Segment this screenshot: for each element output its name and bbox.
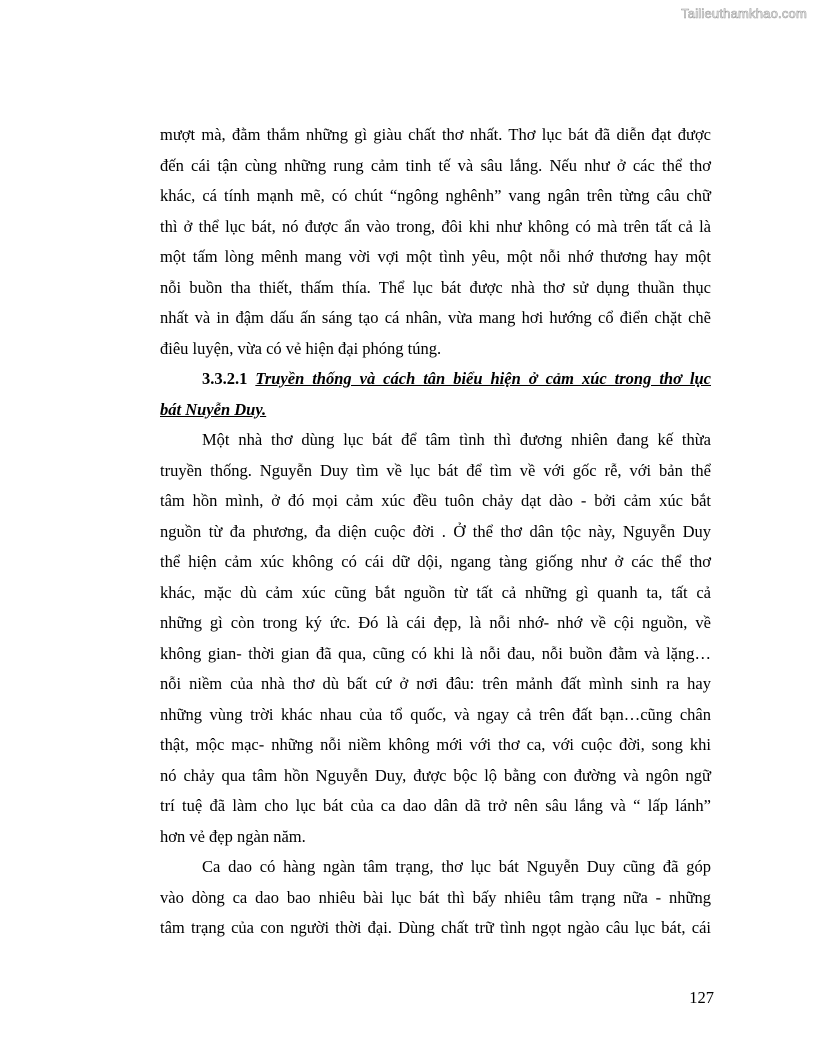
heading-line-2 [160, 395, 711, 426]
text-line: Ca dao có hàng ngàn tâm trạng, thơ lục bát Nguyễn Duy cũng đã góp [202, 857, 711, 876]
text-line: truyền thống. Nguyễn Duy tìm về lục bát để tìm về với gốc rễ, với bản thể [160, 460, 711, 480]
text-line: nhất và in đậm dấu ấn sáng tạo cá nhân, vừa mang hơi hướng cổ điển chặt chẽ [160, 308, 711, 327]
text-line: không gian- thời gian đã qua, cũng có khi là nỗi đau, nỗi buồn đằm và lặng… [160, 643, 711, 663]
text-line: Một nhà thơ dùng lục bát để tâm tình thì đương nhiên đang kế thừa [202, 430, 711, 449]
text-line: những vùng trời khác nhau của tổ quốc, và ngay cả trên đất bạn…cũng chân [160, 704, 711, 724]
text-line: điêu luyện, vừa có vẻ hiện đại phóng túng. [160, 338, 442, 358]
text-line: nỗi buồn tha thiết, thấm thía. Thể lục bát được nhà thơ sử dụng thuần thục [160, 277, 711, 297]
page-number: 127 [689, 988, 714, 1007]
text-line: nguồn từ đa phương, đa diện cuộc đời . Ở thể thơ dân tộc này, Nguyễn Duy [160, 521, 711, 541]
paragraph-3 [160, 852, 711, 944]
text-line: thì ở thể lục bát, nó được ẩn vào trong, đôi khi như không có mà trên tất cả là [160, 216, 711, 236]
text-line: vào dòng ca dao bao nhiêu bài lục bát thì bấy nhiêu tâm trạng nữa - những [160, 887, 711, 907]
text-line: thể hiện cảm xúc không có cái dữ dội, ngang tàng giống như ở các thể thơ [160, 552, 711, 571]
text-line: khác, mặc dù cảm xúc cũng bắt nguồn từ tất cả những gì quanh ta, tất cả [160, 582, 711, 602]
text-line: trí tuệ đã làm cho lục bát của ca dao dân dã trở nên sâu lắng và “ lấp lánh” [160, 796, 711, 815]
text-line: nỗi niềm của nhà thơ dù bất cứ ở nơi đâu: trên mảnh đất mình sinh ra hay [160, 674, 711, 693]
text-line: khác, cá tính mạnh mẽ, có chút “ngông nghênh” vang ngân trên từng câu chữ [160, 186, 711, 205]
text-line: đến cái tận cùng những rung cảm tinh tế và sâu lắng. Nếu như ở các thể thơ [160, 155, 711, 175]
heading-line-1 [160, 364, 711, 395]
heading-number: 3.3.2.1 [202, 369, 248, 388]
text-line: mượt mà, đằm thắm những gì giàu chất thơ nhất. Thơ lục bát đã diễn đạt được [160, 125, 711, 144]
watermark-text: Tailieuthamkhao.com [681, 6, 807, 21]
heading-title-part-1: Truyền thống và cách tân biểu hiện ở cảm xúc trong thơ lục [255, 369, 711, 388]
section-heading [160, 364, 711, 425]
paragraph-2 [160, 425, 711, 852]
text-line: nó chảy qua tâm hồn Nguyễn Duy, được bộc lộ bằng con đường và ngôn ngữ [160, 765, 711, 785]
text-line: một tấm lòng mênh mang vời vợi một tình yêu, một nỗi nhớ thương hay một [160, 247, 711, 266]
text-line: những gì còn trong ký ức. Đó là cái đẹp, là nỗi nhớ- nhớ về cội nguồn, về [160, 613, 711, 632]
text-line: tâm trạng của con người thời đại. Dùng chất trữ tình ngọt ngào câu lục bát, cái [160, 918, 711, 937]
text-line: thật, mộc mạc- những nỗi niềm không mới với thơ ca, với cuộc đời, song khi [160, 735, 711, 754]
text-line: hơn vẻ đẹp ngàn năm. [160, 826, 306, 846]
text-line: tâm hồn mình, ở đó mọi cảm xúc đều tuôn chảy dạt dào - bởi cảm xúc bắt [160, 491, 711, 510]
heading-title-part-2: bát Nuyễn Duy. [160, 399, 267, 419]
document-body [160, 120, 711, 944]
paragraph-1 [160, 120, 711, 364]
